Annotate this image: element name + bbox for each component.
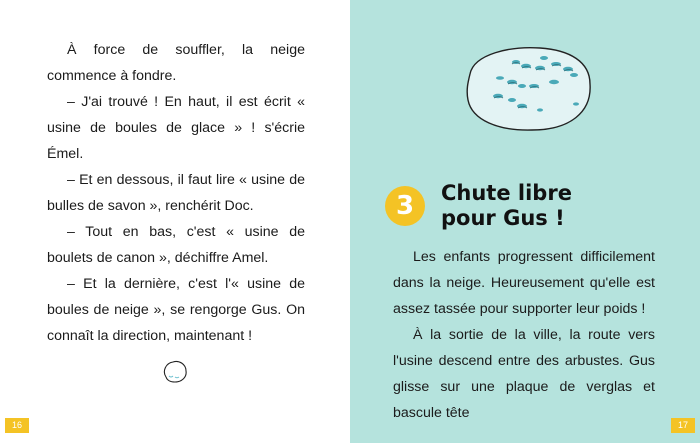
paragraph: – Tout en bas, c'est « usine de boulets de canon », déchiffre Amel. (47, 224, 305, 266)
snowball-icon (160, 359, 190, 385)
page-number-right: 17 (671, 418, 695, 433)
page-number-left: 16 (5, 418, 29, 433)
paragraph: – Et en dessous, il faut lire « usine de bulles de savon », renchérit Doc. (47, 172, 305, 214)
paragraph: – J'ai trouvé ! En haut, il est écrit « usine de boules de glace » ! s'écrie Émel. (47, 94, 305, 162)
chapter-title (441, 181, 661, 231)
paragraph: À force de souffler, la neige commence à fondre. (47, 42, 305, 84)
paragraph: Les enfants progressent difficilement dans la neige. Heureusement qu'elle est assez tassée pour supporter leur poids ! (393, 249, 655, 317)
right-page-text (393, 244, 655, 426)
chapter-title-line: pour Gus ! (441, 206, 565, 230)
left-page-text (47, 37, 305, 349)
chapter-title-line: Chute libre (441, 181, 572, 205)
ice-block-icon (460, 42, 595, 134)
paragraph: À la sortie de la ville, la route vers l'usine descend entre des arbustes. Gus glisse sur une plaque de verglas et bascule tête (393, 327, 655, 421)
chapter-number-badge: 3 (385, 186, 425, 226)
paragraph: – Et la dernière, c'est l'« usine de boules de neige », se rengorge Gus. On connaît la direction, maintenant ! (47, 276, 305, 344)
